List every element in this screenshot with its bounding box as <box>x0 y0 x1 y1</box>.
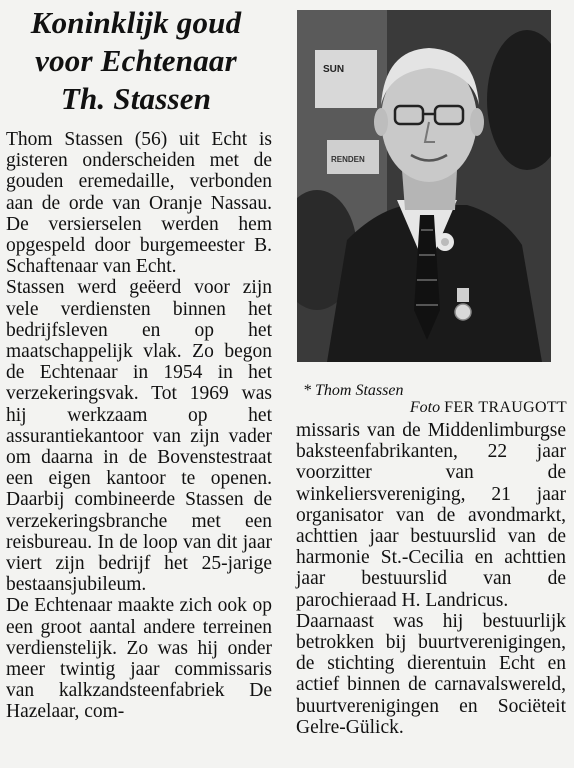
article-paragraph: Daarnaast was hij bestuurlijk betrokken bij buurtverenigingen, de stichting dierentuin Echt en actief binnen de carnavalswereld, buurtverenigingen en Sociëteit Gelre-Gülick. <box>296 610 566 738</box>
article-column-left <box>6 129 272 723</box>
portrait-photo-image <box>297 10 551 362</box>
caption-name: * Thom Stassen <box>303 382 404 399</box>
photo-credit-label: Foto <box>409 399 441 416</box>
photo-caption <box>303 382 569 416</box>
photo-sign-text: SUN <box>323 64 345 75</box>
photo-sign-text-2: RENDEN <box>331 155 365 164</box>
article-column-right <box>296 420 566 738</box>
article-paragraph: De Echtenaar maakte zich ook op een groot aantal andere terreinen verdienstelijk. Zo was hij onder meer twintig jaar commissaris van kalkzandsteenfabriek De Hazelaar, com- <box>6 595 272 723</box>
article-paragraph: Thom Stassen (56) uit Echt is gisteren onderscheiden met de gouden eremedaille, verbonden aan de orde van Oranje Nassau. De versierselen werden hem opgespeld door burgemeester B. Schaftenaar van Echt. <box>6 129 272 278</box>
headline-line-3: Th. Stassen <box>60 81 212 116</box>
photo-credit-name: FER TRAUGOTT <box>444 399 567 416</box>
article-paragraph: Stassen werd geëerd voor zijn vele verdiensten binnen het bedrijfsleven en op het maatschappelijk vlak. Zo begon de Echtenaar in 1954 in het verzekeringsvak. Tot 1969 was hij werkzaam op het assurantiekantoor van zijn vader om daarna in de Bovenstestraat een eigen kantoor te openen. Daarbij combineerde Stassen de verzekeringsbranche met een reisbureau. In de loop van dit jaar viert zijn bedrijf het 25-jarige bestaansjubileum. <box>6 277 272 596</box>
article-headline <box>4 4 268 118</box>
portrait-photo <box>297 10 551 362</box>
photo-credit <box>303 399 569 416</box>
headline-line-2: voor Echtenaar <box>35 43 237 78</box>
headline-line-1: Koninklijk goud <box>30 5 242 40</box>
article-paragraph: missaris van de Middenlimburgse baksteenfabrikanten, 22 jaar voorzitter van de winkeliersvereniging, 21 jaar organisator van de avondmarkt, achttien jaar bestuurslid van de harmonie St.-Cecilia en achttien jaar bestuurslid van de parochieraad H. Landricus. <box>296 420 566 611</box>
